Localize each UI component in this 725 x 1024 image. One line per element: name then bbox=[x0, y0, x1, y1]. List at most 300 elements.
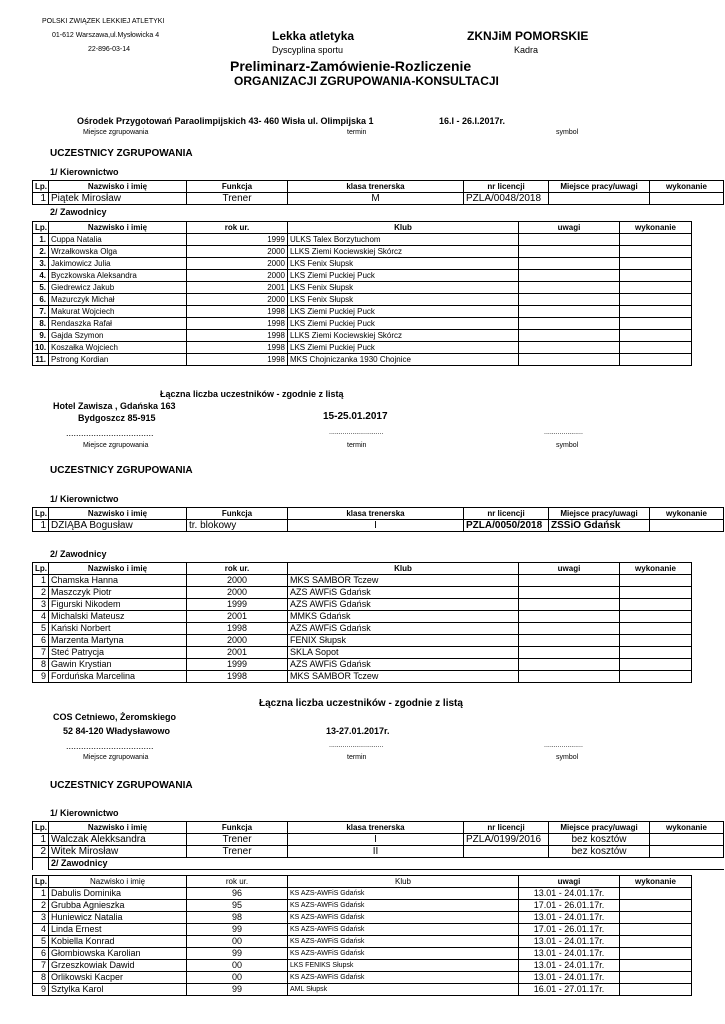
cell-name: Makurat Wojciech bbox=[49, 306, 187, 318]
cell-place: bez kosztów bbox=[549, 834, 650, 846]
leadership-heading: 1/ Kierownictwo bbox=[50, 808, 119, 818]
cell-done bbox=[620, 294, 692, 306]
cell-year: 2000 bbox=[187, 575, 288, 587]
camp2-place-line1: Hotel Zawisza , Gdańska 163 bbox=[53, 401, 176, 411]
cell-club: LKS Ziemi Puckiej Puck bbox=[288, 306, 519, 318]
cell-notes bbox=[519, 258, 620, 270]
table-row bbox=[33, 972, 692, 984]
cell-lp: 5 bbox=[33, 623, 49, 635]
table-row bbox=[33, 318, 692, 330]
cell-place: bez kosztów bbox=[549, 846, 650, 858]
cell-done bbox=[620, 900, 692, 912]
col-header: klasa trenerska bbox=[288, 822, 464, 834]
cell-club: AZS AWFiS Gdańsk bbox=[288, 623, 519, 635]
cell-club: LKS Fenix Słupsk bbox=[288, 282, 519, 294]
leadership-heading: 1/ Kierownictwo bbox=[50, 494, 119, 504]
org-name: POLSKI ZWIĄZEK LEKKIEJ ATLETYKI bbox=[42, 18, 165, 25]
cell-done bbox=[620, 888, 692, 900]
table-row bbox=[33, 330, 692, 342]
camp3-place-line1: COS Cetniewo, Żeromskiego bbox=[53, 712, 177, 722]
camp3-athletes-table bbox=[32, 875, 692, 996]
col-header: Nazwisko i imię bbox=[49, 563, 187, 575]
cell-club: MKS SAMBOR Tczew bbox=[288, 575, 519, 587]
table-row bbox=[33, 834, 724, 846]
cell-done bbox=[620, 575, 692, 587]
cell-name: Marzenta Martyna bbox=[49, 635, 187, 647]
camp2-athletes-table bbox=[32, 562, 692, 683]
cell-done bbox=[620, 611, 692, 623]
cell-club: MKS SAMBOR Tczew bbox=[288, 671, 519, 683]
cell-lp: 8. bbox=[33, 318, 49, 330]
cell-function: Trener bbox=[187, 193, 288, 205]
cell-done bbox=[620, 234, 692, 246]
cell-lp: 7. bbox=[33, 306, 49, 318]
cell-notes bbox=[519, 330, 620, 342]
cell-notes bbox=[519, 611, 620, 623]
cell-lp: 9 bbox=[33, 671, 49, 683]
cell-notes: 17.01 - 26.01.17r. bbox=[519, 900, 620, 912]
region-label: Kadra bbox=[514, 45, 539, 55]
cell-name: Byczkowska Aleksandra bbox=[49, 270, 187, 282]
cell-year: 2001 bbox=[187, 611, 288, 623]
cell-name: DZIĄBA Bogusław bbox=[49, 520, 187, 532]
cell-done bbox=[620, 972, 692, 984]
cell-notes bbox=[519, 599, 620, 611]
cell-notes bbox=[519, 671, 620, 683]
cell-club: KS AZS-AWFiS Gdańsk bbox=[288, 948, 519, 960]
cell-name: Kański Norbert bbox=[49, 623, 187, 635]
section-row bbox=[33, 858, 724, 870]
cell-class: I bbox=[288, 834, 464, 846]
cell-done bbox=[620, 270, 692, 282]
table-row bbox=[33, 354, 692, 366]
cell-lp: 10. bbox=[33, 342, 49, 354]
dots-term: ............................ bbox=[329, 429, 384, 436]
cell-name: Chamska Hanna bbox=[49, 575, 187, 587]
col-header: uwagi bbox=[519, 876, 620, 888]
col-header: nr licencji bbox=[464, 181, 549, 193]
cell-name: Rendaszka Rafał bbox=[49, 318, 187, 330]
cell-notes bbox=[519, 587, 620, 599]
table-row bbox=[33, 234, 692, 246]
cell-club: MMKS Gdańsk bbox=[288, 611, 519, 623]
camp2-staff-table bbox=[32, 507, 724, 532]
cell-club: SKLA Sopot bbox=[288, 647, 519, 659]
cell-club: KS AZS-AWFiS Gdańsk bbox=[288, 936, 519, 948]
cell-year: 2000 bbox=[187, 270, 288, 282]
col-header: uwagi bbox=[519, 222, 620, 234]
cell-notes: 13.01 - 24.01.17r. bbox=[519, 960, 620, 972]
cell-notes bbox=[519, 623, 620, 635]
table-row bbox=[33, 520, 724, 532]
col-header: rok ur. bbox=[187, 563, 288, 575]
cell-done bbox=[620, 912, 692, 924]
cell-lp: 1. bbox=[33, 234, 49, 246]
cell-lp: 3 bbox=[33, 599, 49, 611]
place-label: Miejsce zgrupowania bbox=[83, 442, 149, 449]
cell-name: Dabulis Dominika bbox=[49, 888, 187, 900]
col-header: Lp. bbox=[33, 563, 49, 575]
athletes-heading: 2/ Zawodnicy bbox=[49, 858, 724, 870]
cell-club: AML Słupsk bbox=[288, 984, 519, 996]
cell-year: 1998 bbox=[187, 306, 288, 318]
cell-lp: 9. bbox=[33, 330, 49, 342]
cell-year: 2001 bbox=[187, 282, 288, 294]
col-header: wykonanie bbox=[620, 876, 692, 888]
cell-notes bbox=[519, 282, 620, 294]
region: ZKNJiM POMORSKIE bbox=[467, 29, 589, 43]
cell-name: Gawin Krystian bbox=[49, 659, 187, 671]
discipline: Lekka atletyka bbox=[272, 29, 355, 43]
cell-club: LKS Fenix Słupsk bbox=[288, 294, 519, 306]
cell-notes: 13.01 - 24.01.17r. bbox=[519, 888, 620, 900]
cell-done bbox=[650, 846, 724, 858]
cell-done bbox=[620, 342, 692, 354]
cell-year: 1998 bbox=[187, 671, 288, 683]
col-header: Nazwisko i imię bbox=[49, 222, 187, 234]
cell-club: AZS AWFiS Gdańsk bbox=[288, 599, 519, 611]
cell-year: 95 bbox=[187, 900, 288, 912]
dots-term: ............................ bbox=[329, 742, 384, 749]
athletes-header-row bbox=[33, 222, 692, 234]
cell-year: 00 bbox=[187, 972, 288, 984]
table-row bbox=[33, 623, 692, 635]
cell-lp: 11. bbox=[33, 354, 49, 366]
cell-lp: 1 bbox=[33, 888, 49, 900]
cell-year: 1998 bbox=[187, 342, 288, 354]
staff-header-row bbox=[33, 822, 724, 834]
cell-name: Maszczyk Piotr bbox=[49, 587, 187, 599]
discipline-label: Dyscyplina sportu bbox=[272, 45, 344, 55]
cell-done bbox=[620, 984, 692, 996]
cell-club: LKS FENIKS Słupsk bbox=[288, 960, 519, 972]
place-label: Miejsce zgrupowania bbox=[83, 129, 149, 136]
cell-year: 2000 bbox=[187, 635, 288, 647]
cell-lp: 3. bbox=[33, 258, 49, 270]
cell-year: 2001 bbox=[187, 647, 288, 659]
participants-heading: UCZESTNICY ZGRUPOWANIA bbox=[50, 780, 193, 791]
cell-license bbox=[464, 846, 549, 858]
place-label: Miejsce zgrupowania bbox=[83, 754, 149, 761]
cell-name: Forduńska Marcelina bbox=[49, 671, 187, 683]
camp3-place-line2: 52 84-120 Władysławowo bbox=[63, 726, 171, 736]
col-header: Klub bbox=[288, 876, 519, 888]
cell-year: 1998 bbox=[187, 318, 288, 330]
col-header: wykonanie bbox=[650, 822, 724, 834]
cell-year: 1998 bbox=[187, 623, 288, 635]
cell-license: PZLA/0050/2018 bbox=[464, 520, 549, 532]
cell-notes bbox=[519, 270, 620, 282]
org-address: 01-612 Warszawa,ul.Mysłowicka 4 bbox=[52, 32, 160, 39]
cell-done bbox=[620, 948, 692, 960]
table-row bbox=[33, 900, 692, 912]
cell-year: 1999 bbox=[187, 234, 288, 246]
cell-license: PZLA/0048/2018 bbox=[464, 193, 549, 205]
cell-name: Głombiowska Karolian bbox=[49, 948, 187, 960]
athletes-heading: 2/ Zawodnicy bbox=[50, 207, 107, 217]
total-label: Łączna liczba uczestników - zgodnie z listą bbox=[160, 389, 344, 399]
term-label: termin bbox=[347, 129, 367, 136]
col-header: Funkcja bbox=[187, 181, 288, 193]
cell-done bbox=[620, 635, 692, 647]
cell-name: Pstrong Kordian bbox=[49, 354, 187, 366]
cell-notes: 13.01 - 24.01.17r. bbox=[519, 948, 620, 960]
table-row bbox=[33, 599, 692, 611]
cell-lp: 6. bbox=[33, 294, 49, 306]
col-header: Lp. bbox=[33, 222, 49, 234]
col-header: wykonanie bbox=[620, 222, 692, 234]
cell-class: II bbox=[288, 846, 464, 858]
symbol-label: symbol bbox=[556, 442, 579, 449]
cell-class: M bbox=[288, 193, 464, 205]
cell-lp: 8 bbox=[33, 972, 49, 984]
cell-done bbox=[620, 599, 692, 611]
cell-done bbox=[620, 936, 692, 948]
cell-name: Walczak Alekksandra bbox=[49, 834, 187, 846]
cell-name: Michalski Mateusz bbox=[49, 611, 187, 623]
cell-name: Wrzałkowska Olga bbox=[49, 246, 187, 258]
cell-lp: 9 bbox=[33, 984, 49, 996]
cell-notes: 13.01 - 24.01.17r. bbox=[519, 936, 620, 948]
cell-year: 2000 bbox=[187, 587, 288, 599]
participants-heading: UCZESTNICY ZGRUPOWANIA bbox=[50, 148, 193, 159]
cell-done bbox=[620, 306, 692, 318]
col-header: klasa trenerska bbox=[288, 181, 464, 193]
cell-function: Trener bbox=[187, 834, 288, 846]
symbol-label: symbol bbox=[556, 754, 579, 761]
cell-name: Huniewicz Natalia bbox=[49, 912, 187, 924]
cell-lp: 1 bbox=[33, 575, 49, 587]
cell-notes: 16.01 - 27.01.17r. bbox=[519, 984, 620, 996]
table-row bbox=[33, 246, 692, 258]
leadership-heading: 1/ Kierownictwo bbox=[50, 167, 119, 177]
cell-name: Kobiella Konrad bbox=[49, 936, 187, 948]
cell-done bbox=[650, 520, 724, 532]
camp2-term: 15-25.01.2017 bbox=[323, 411, 388, 422]
cell-done bbox=[620, 659, 692, 671]
table-row bbox=[33, 193, 724, 205]
cell-club: KS AZS-AWFiS Gdańsk bbox=[288, 900, 519, 912]
col-header: Miejsce pracy/uwagi bbox=[549, 822, 650, 834]
cell-name: Jakimowicz Julia bbox=[49, 258, 187, 270]
col-header: klasa trenerska bbox=[288, 508, 464, 520]
cell-notes bbox=[519, 354, 620, 366]
cell-name: Koszałka Wojciech bbox=[49, 342, 187, 354]
col-header: Funkcja bbox=[187, 508, 288, 520]
cell-done bbox=[620, 671, 692, 683]
cell-lp: 4 bbox=[33, 611, 49, 623]
cell-notes bbox=[519, 234, 620, 246]
table-row bbox=[33, 282, 692, 294]
dots-symbol: .................... bbox=[544, 742, 583, 749]
cell-year: 98 bbox=[187, 912, 288, 924]
cell-lp: 1 bbox=[33, 193, 49, 205]
table-row bbox=[33, 611, 692, 623]
cell-done bbox=[620, 587, 692, 599]
col-header: wykonanie bbox=[650, 508, 724, 520]
cell-name: Witek Mirosław bbox=[49, 846, 187, 858]
cell-club: FENIX Słupsk bbox=[288, 635, 519, 647]
cell-notes bbox=[519, 575, 620, 587]
table-row bbox=[33, 587, 692, 599]
cell-class: I bbox=[288, 520, 464, 532]
table-row bbox=[33, 936, 692, 948]
staff-header-row bbox=[33, 508, 724, 520]
cell-club: KS AZS-AWFiS Gdańsk bbox=[288, 972, 519, 984]
table-row bbox=[33, 270, 692, 282]
cell-done bbox=[620, 318, 692, 330]
cell-place bbox=[549, 193, 650, 205]
cell-done bbox=[620, 924, 692, 936]
camp2-place-line2: Bydgoszcz 85-915 bbox=[78, 413, 156, 423]
athletes-heading: 2/ Zawodnicy bbox=[50, 549, 107, 559]
table-row bbox=[33, 846, 724, 858]
col-header: Funkcja bbox=[187, 822, 288, 834]
cell-club: ULKS Talex Borzytuchom bbox=[288, 234, 519, 246]
symbol-label: symbol bbox=[556, 129, 579, 136]
cell-club: LKS Ziemi Puckiej Puck bbox=[288, 270, 519, 282]
term-label: termin bbox=[347, 442, 367, 449]
table-row bbox=[33, 948, 692, 960]
cell-notes bbox=[519, 306, 620, 318]
col-header: nr licencji bbox=[464, 508, 549, 520]
cell-lp: 5 bbox=[33, 936, 49, 948]
col-header: Lp. bbox=[33, 822, 49, 834]
camp1-term: 16.I - 26.I.2017r. bbox=[439, 116, 506, 126]
cell-club: LLKS Ziemi Kociewskiej Skórcz bbox=[288, 246, 519, 258]
cell-name: Grzeszkowiak Dawid bbox=[49, 960, 187, 972]
cell-club: AZS AWFiS Gdańsk bbox=[288, 587, 519, 599]
camp1-staff-table bbox=[32, 180, 724, 205]
cell-function: tr. blokowy bbox=[187, 520, 288, 532]
cell-lp: 2 bbox=[33, 587, 49, 599]
org-phone: 22-896-03-14 bbox=[88, 46, 131, 53]
col-header: wykonanie bbox=[620, 563, 692, 575]
cell-year: 99 bbox=[187, 948, 288, 960]
cell-done bbox=[620, 282, 692, 294]
cell-name: Giedrewicz Jakub bbox=[49, 282, 187, 294]
cell-done bbox=[620, 246, 692, 258]
table-row bbox=[33, 294, 692, 306]
cell-notes: 17.01 - 26.01.17r. bbox=[519, 924, 620, 936]
cell-name: Cuppa Natalia bbox=[49, 234, 187, 246]
table-row bbox=[33, 960, 692, 972]
cell-notes bbox=[519, 647, 620, 659]
cell-done bbox=[620, 960, 692, 972]
cell-name: Sztylka Karol bbox=[49, 984, 187, 996]
table-row bbox=[33, 342, 692, 354]
cell-name: Mazurczyk Michał bbox=[49, 294, 187, 306]
cell-lp: 3 bbox=[33, 912, 49, 924]
cell-done bbox=[620, 647, 692, 659]
cell-club: LKS Fenix Słupsk bbox=[288, 258, 519, 270]
cell-function: Trener bbox=[187, 846, 288, 858]
cell-notes bbox=[519, 659, 620, 671]
cell-name: Figurski Nikodem bbox=[49, 599, 187, 611]
doc-title: Preliminarz-Zamówienie-Rozliczenie bbox=[230, 58, 472, 74]
cell-club: LKS Ziemi Puckiej Puck bbox=[288, 342, 519, 354]
cell-lp: 2 bbox=[33, 900, 49, 912]
cell-done bbox=[620, 623, 692, 635]
athletes-header-row bbox=[33, 563, 692, 575]
cell-lp: 2. bbox=[33, 246, 49, 258]
table-row bbox=[33, 984, 692, 996]
cell-done bbox=[620, 330, 692, 342]
cell-lp: 8 bbox=[33, 659, 49, 671]
col-header: Lp. bbox=[33, 181, 49, 193]
dots-place: ................................... bbox=[66, 741, 154, 751]
table-row bbox=[33, 912, 692, 924]
dots-place: ................................... bbox=[66, 428, 154, 438]
camp3-staff-table bbox=[32, 821, 724, 870]
cell-done bbox=[620, 258, 692, 270]
cell-club: KS AZS-AWFiS Gdańsk bbox=[288, 888, 519, 900]
cell-lp: 5. bbox=[33, 282, 49, 294]
cell-club: MKS Chojniczanka 1930 Chojnice bbox=[288, 354, 519, 366]
col-header: wykonanie bbox=[650, 181, 724, 193]
cell-notes bbox=[519, 635, 620, 647]
cell-done bbox=[620, 354, 692, 366]
cell-place: ZSSiO Gdańsk bbox=[549, 520, 650, 532]
cell-name: Steć Patrycja bbox=[49, 647, 187, 659]
cell-year: 00 bbox=[187, 936, 288, 948]
table-row bbox=[33, 575, 692, 587]
cell-notes bbox=[519, 294, 620, 306]
table-row bbox=[33, 306, 692, 318]
cell-lp: 6 bbox=[33, 635, 49, 647]
cell-name: Linda Ernest bbox=[49, 924, 187, 936]
cell-club: LKS Ziemi Puckiej Puck bbox=[288, 318, 519, 330]
col-header: Nazwisko i imię bbox=[49, 508, 187, 520]
cell-club: LLKS Ziemi Kociewskiej Skórcz bbox=[288, 330, 519, 342]
cell-name: Grubba Agnieszka bbox=[49, 900, 187, 912]
table-row bbox=[33, 258, 692, 270]
cell-lp: 1 bbox=[33, 520, 49, 532]
col-header: Klub bbox=[288, 563, 519, 575]
cell-year: 1999 bbox=[187, 599, 288, 611]
cell-lp: 4. bbox=[33, 270, 49, 282]
cell-lp: 1 bbox=[33, 834, 49, 846]
cell-year: 2000 bbox=[187, 246, 288, 258]
cell-year: 1998 bbox=[187, 330, 288, 342]
cell-year: 99 bbox=[187, 984, 288, 996]
cell-notes bbox=[519, 246, 620, 258]
col-header: nr licencji bbox=[464, 822, 549, 834]
doc-subtitle: ORGANIZACJI ZGRUPOWANIA-KONSULTACJI bbox=[234, 74, 499, 88]
table-row bbox=[33, 671, 692, 683]
cell-lp: 7 bbox=[33, 647, 49, 659]
col-header: Klub bbox=[288, 222, 519, 234]
cell-done bbox=[650, 193, 724, 205]
cell-year: 1999 bbox=[187, 659, 288, 671]
table-row bbox=[33, 924, 692, 936]
cell-notes: 13.01 - 24.01.17r. bbox=[519, 912, 620, 924]
cell-lp: 6 bbox=[33, 948, 49, 960]
table-row bbox=[33, 888, 692, 900]
table-row bbox=[33, 659, 692, 671]
col-header: rok ur. bbox=[187, 876, 288, 888]
cell-club: AZS AWFiS Gdańsk bbox=[288, 659, 519, 671]
col-header: Nazwisko i imię bbox=[49, 876, 187, 888]
col-header: Nazwisko i imię bbox=[49, 181, 187, 193]
cell-notes bbox=[519, 342, 620, 354]
cell-year: 2000 bbox=[187, 294, 288, 306]
cell-notes: 13.01 - 24.01.17r. bbox=[519, 972, 620, 984]
cell-name: Piątek Mirosław bbox=[49, 193, 187, 205]
staff-header-row bbox=[33, 181, 724, 193]
cell-notes bbox=[519, 318, 620, 330]
cell-year: 99 bbox=[187, 924, 288, 936]
